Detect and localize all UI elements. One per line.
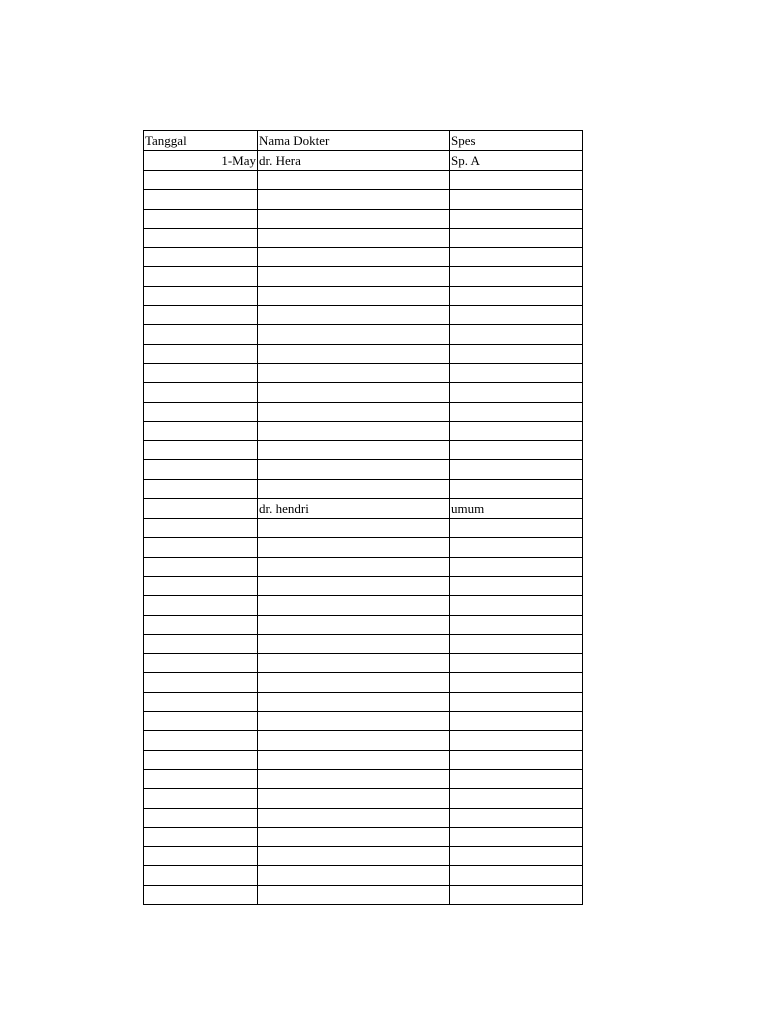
cell-nama-dokter xyxy=(258,248,450,267)
cell-nama-dokter xyxy=(258,460,450,479)
table-row xyxy=(144,286,583,305)
cell-tanggal xyxy=(144,692,258,711)
table-row xyxy=(144,441,583,460)
cell-tanggal xyxy=(144,885,258,904)
cell-spes xyxy=(450,190,583,209)
table-row xyxy=(144,576,583,595)
cell-spes xyxy=(450,731,583,750)
table-row xyxy=(144,267,583,286)
header-tanggal: Tanggal xyxy=(144,131,258,151)
table-row xyxy=(144,306,583,325)
table-row xyxy=(144,363,583,382)
header-nama-dokter: Nama Dokter xyxy=(258,131,450,151)
cell-nama-dokter xyxy=(258,441,450,460)
cell-tanggal xyxy=(144,306,258,325)
cell-nama-dokter xyxy=(258,421,450,440)
cell-tanggal xyxy=(144,615,258,634)
cell-spes xyxy=(450,654,583,673)
cell-tanggal xyxy=(144,769,258,788)
cell-tanggal xyxy=(144,325,258,344)
cell-nama-dokter: dr. hendri xyxy=(258,499,450,519)
cell-spes xyxy=(450,634,583,653)
table-row xyxy=(144,228,583,247)
cell-nama-dokter xyxy=(258,866,450,885)
cell-spes xyxy=(450,789,583,808)
cell-nama-dokter xyxy=(258,808,450,827)
table-row xyxy=(144,209,583,228)
cell-spes xyxy=(450,769,583,788)
cell-tanggal xyxy=(144,344,258,363)
table-row xyxy=(144,519,583,538)
cell-spes xyxy=(450,615,583,634)
cell-spes xyxy=(450,325,583,344)
cell-spes xyxy=(450,885,583,904)
table-row xyxy=(144,499,583,519)
cell-spes xyxy=(450,673,583,692)
cell-spes xyxy=(450,519,583,538)
cell-spes xyxy=(450,866,583,885)
table-row xyxy=(144,344,583,363)
cell-spes: umum xyxy=(450,499,583,519)
cell-tanggal xyxy=(144,402,258,421)
cell-nama-dokter xyxy=(258,190,450,209)
cell-spes xyxy=(450,306,583,325)
cell-nama-dokter xyxy=(258,576,450,595)
cell-spes xyxy=(450,712,583,731)
cell-nama-dokter xyxy=(258,171,450,190)
cell-nama-dokter xyxy=(258,885,450,904)
table-row xyxy=(144,789,583,808)
table-row xyxy=(144,847,583,866)
cell-nama-dokter xyxy=(258,363,450,382)
cell-tanggal xyxy=(144,267,258,286)
table-row xyxy=(144,538,583,557)
table-row xyxy=(144,190,583,209)
cell-nama-dokter xyxy=(258,325,450,344)
table-row xyxy=(144,866,583,885)
cell-spes: Sp. A xyxy=(450,151,583,171)
cell-tanggal xyxy=(144,460,258,479)
cell-tanggal xyxy=(144,171,258,190)
cell-tanggal xyxy=(144,634,258,653)
table-row xyxy=(144,808,583,827)
cell-spes xyxy=(450,383,583,402)
cell-spes xyxy=(450,479,583,498)
cell-nama-dokter xyxy=(258,306,450,325)
table-row xyxy=(144,557,583,576)
cell-spes xyxy=(450,847,583,866)
cell-spes xyxy=(450,692,583,711)
cell-nama-dokter xyxy=(258,692,450,711)
cell-tanggal xyxy=(144,479,258,498)
cell-nama-dokter xyxy=(258,383,450,402)
table-row xyxy=(144,634,583,653)
cell-tanggal xyxy=(144,596,258,615)
cell-tanggal xyxy=(144,190,258,209)
table-row xyxy=(144,248,583,267)
cell-spes xyxy=(450,538,583,557)
table-row xyxy=(144,460,583,479)
table-body xyxy=(144,151,583,905)
cell-spes xyxy=(450,557,583,576)
cell-spes xyxy=(450,808,583,827)
cell-spes xyxy=(450,286,583,305)
cell-nama-dokter xyxy=(258,634,450,653)
cell-spes xyxy=(450,460,583,479)
table-row xyxy=(144,750,583,769)
cell-tanggal xyxy=(144,731,258,750)
cell-tanggal xyxy=(144,383,258,402)
cell-nama-dokter xyxy=(258,750,450,769)
cell-tanggal xyxy=(144,421,258,440)
cell-tanggal xyxy=(144,286,258,305)
cell-nama-dokter xyxy=(258,731,450,750)
doctor-schedule-table xyxy=(143,130,583,905)
cell-tanggal xyxy=(144,750,258,769)
cell-nama-dokter xyxy=(258,557,450,576)
cell-spes xyxy=(450,363,583,382)
cell-nama-dokter xyxy=(258,847,450,866)
cell-nama-dokter xyxy=(258,712,450,731)
cell-tanggal xyxy=(144,209,258,228)
table-row xyxy=(144,731,583,750)
cell-nama-dokter xyxy=(258,596,450,615)
table-row xyxy=(144,615,583,634)
cell-spes xyxy=(450,267,583,286)
cell-spes xyxy=(450,421,583,440)
cell-nama-dokter xyxy=(258,402,450,421)
cell-nama-dokter xyxy=(258,769,450,788)
table-row xyxy=(144,769,583,788)
cell-nama-dokter xyxy=(258,654,450,673)
table-row xyxy=(144,171,583,190)
cell-spes xyxy=(450,209,583,228)
table-row xyxy=(144,692,583,711)
cell-nama-dokter xyxy=(258,615,450,634)
cell-tanggal xyxy=(144,827,258,846)
cell-tanggal xyxy=(144,363,258,382)
cell-nama-dokter xyxy=(258,673,450,692)
cell-tanggal xyxy=(144,519,258,538)
cell-nama-dokter xyxy=(258,538,450,557)
cell-spes xyxy=(450,596,583,615)
table-row xyxy=(144,383,583,402)
cell-spes xyxy=(450,441,583,460)
cell-nama-dokter xyxy=(258,228,450,247)
table-row xyxy=(144,673,583,692)
cell-tanggal xyxy=(144,673,258,692)
cell-nama-dokter xyxy=(258,479,450,498)
header-row xyxy=(144,131,583,151)
cell-tanggal xyxy=(144,228,258,247)
cell-tanggal xyxy=(144,248,258,267)
cell-nama-dokter xyxy=(258,267,450,286)
cell-spes xyxy=(450,344,583,363)
cell-tanggal xyxy=(144,712,258,731)
cell-tanggal xyxy=(144,499,258,519)
cell-nama-dokter xyxy=(258,209,450,228)
table-row xyxy=(144,151,583,171)
cell-tanggal xyxy=(144,789,258,808)
cell-spes xyxy=(450,750,583,769)
table-row xyxy=(144,712,583,731)
table-row xyxy=(144,827,583,846)
table-row xyxy=(144,421,583,440)
cell-tanggal xyxy=(144,538,258,557)
cell-spes xyxy=(450,576,583,595)
cell-tanggal xyxy=(144,847,258,866)
cell-tanggal xyxy=(144,557,258,576)
cell-tanggal xyxy=(144,441,258,460)
table-row xyxy=(144,885,583,904)
cell-spes xyxy=(450,171,583,190)
header-spes: Spes xyxy=(450,131,583,151)
cell-nama-dokter xyxy=(258,344,450,363)
cell-tanggal xyxy=(144,576,258,595)
table-row xyxy=(144,325,583,344)
table-row xyxy=(144,402,583,421)
cell-spes xyxy=(450,228,583,247)
cell-tanggal xyxy=(144,654,258,673)
cell-spes xyxy=(450,827,583,846)
cell-nama-dokter xyxy=(258,519,450,538)
cell-nama-dokter: dr. Hera xyxy=(258,151,450,171)
cell-nama-dokter xyxy=(258,789,450,808)
cell-nama-dokter xyxy=(258,827,450,846)
table-row xyxy=(144,654,583,673)
cell-spes xyxy=(450,248,583,267)
cell-tanggal xyxy=(144,808,258,827)
cell-spes xyxy=(450,402,583,421)
cell-tanggal xyxy=(144,866,258,885)
table-row xyxy=(144,596,583,615)
table-row xyxy=(144,479,583,498)
cell-tanggal: 1-May xyxy=(144,151,258,171)
cell-nama-dokter xyxy=(258,286,450,305)
